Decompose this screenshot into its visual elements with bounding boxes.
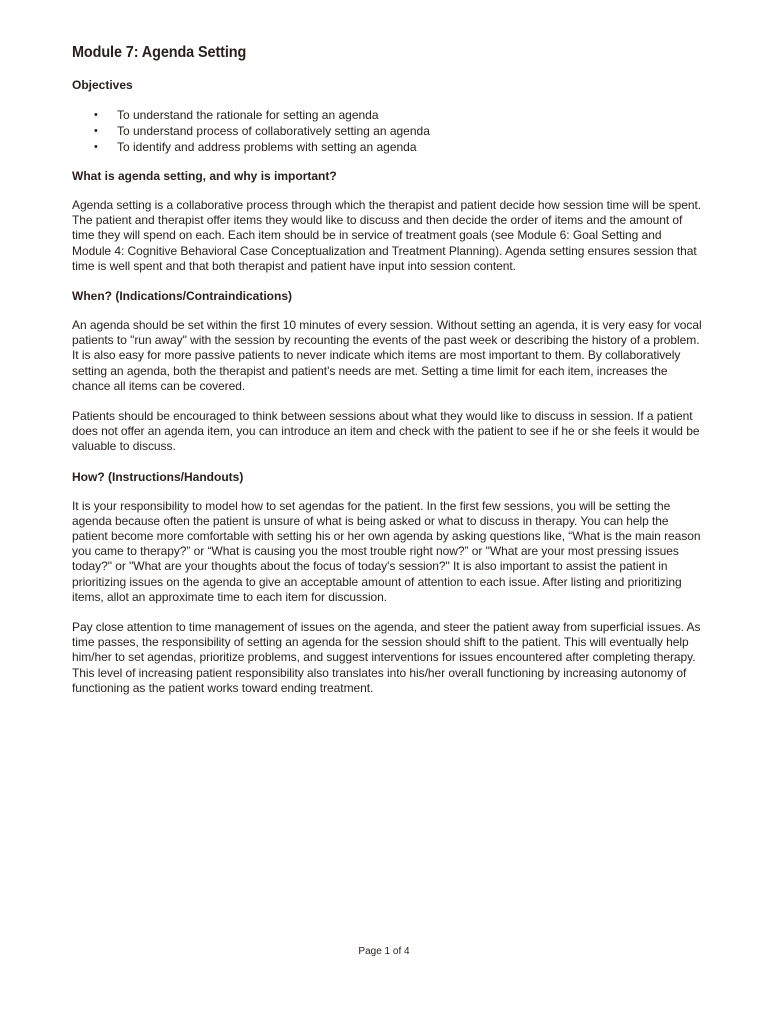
what-paragraph: Agenda setting is a collaborative process through which the therapist and patient decide how session time will be spent. The patient and therapist offer items they would like to discuss and then decide the order of items and the amount of time they will spend on each. Each item should be in service of treatment goals (see Module 6: Goal Setting and Module 4: Cognitive Behavioral Case Conceptualization and Treatment Planning). Agenda setting ensures session that time is well spent and that both therapist and patient have input into session content. [72,198,702,273]
how-paragraph: It is your responsibility to model how to set agendas for the patient. In the first few sessions, you will be setting the agenda because often the patient is unsure of what is being asked or what to discuss in therapy. You can help the patient become more comfortable with setting his or her own agenda by asking questions like, “What is the main reason you came to therapy?” or “What is causing you the most trouble right now?” or "What are your most pressing issues today?" or "What are your thoughts about the focus of today's session?" It is also important to assist the patient in prioritizing issues on the agenda to give an acceptable amount of attention to each issue. After listing and prioritizing items, allot an approximate time to each item for discussion. [72,498,701,604]
objectives-heading: Objectives [72,78,133,92]
page-title: Module 7: Agenda Setting [72,44,247,61]
how-paragraph: Pay close attention to time management of issues on the agenda, and steer the patient away from superficial issues. As time passes, the responsibility of setting an agenda for the session should shift to the patient. This will eventually help him/her to set agendas, prioritize problems, and suggest interventions for issues encountered after completing therapy. This level of increasing patient responsibility also translates into his/her overall functioning by increasing autonomy of functioning as the patient works toward ending treatment. [72,620,701,695]
objective-text: To understand the rationale for setting an agenda [117,108,379,122]
list-item [72,107,702,123]
bullet-icon: • [94,141,98,153]
when-paragraph: An agenda should be set within the first 10 minutes of every session. Without setting an agenda, it is very easy for vocal patients to "run away" with the session by recounting the events of the past week or describing the history of a problem. It is also easy for more passive patients to never indicate which items are most important to them. By collaboratively setting an agenda, both the therapist and patient's needs are met. Setting a time limit for each item, increases the chance all items can be covered. [72,318,702,393]
list-item [72,123,702,139]
list-item [72,139,702,155]
bullet-icon: • [94,109,98,121]
when-heading: When? (Indications/Contraindications) [72,289,292,304]
objective-text: To understand process of collaboratively setting an agenda [117,124,430,138]
how-heading: How? (Instructions/Handouts) [72,469,244,484]
bullet-icon: • [94,125,98,137]
objectives-list [72,107,702,155]
objective-text: To identify and address problems with setting an agenda [117,140,417,154]
page-footer: Page 1 of 4 [358,946,410,957]
what-heading: What is agenda setting, and why is important? [72,169,337,183]
when-paragraph: Patients should be encouraged to think between sessions about what they would like to discuss in session. If a patient does not offer an agenda item, you can introduce an item and check with the patient to see if he or she feels it would be valuable to discuss. [72,409,700,454]
document-content [72,44,702,711]
